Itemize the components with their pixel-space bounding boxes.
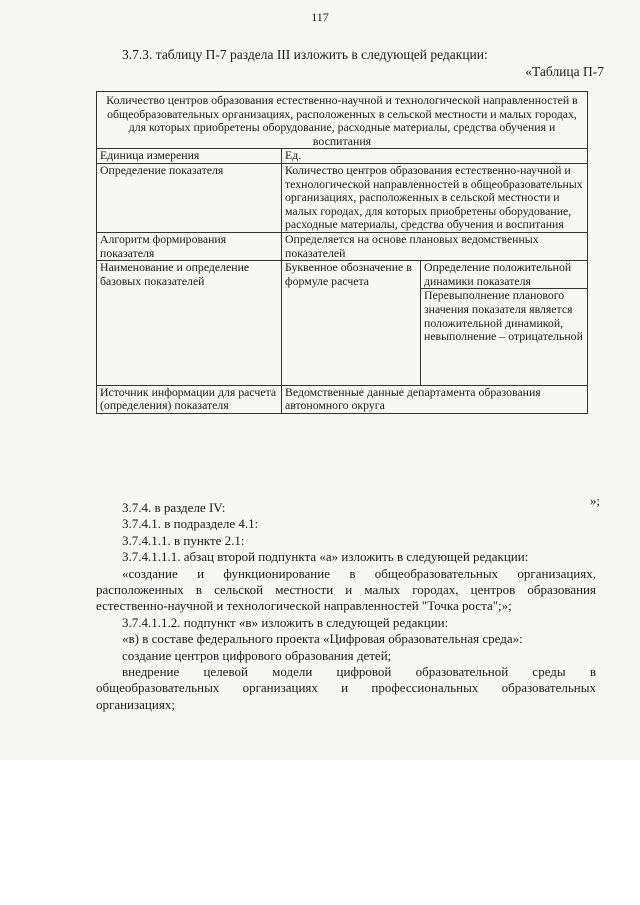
paragraph: «в) в составе федерального проекта «Цифровая образовательная среда»: — [122, 631, 523, 647]
paragraph: «создание и функционирование в общеобразовательных организациях, расположенных в сельской местности и малых городах, центров образования естественно-научной и технологической направленностей "Точка роста";»; — [96, 565, 596, 614]
unit-value: Ед. — [282, 149, 588, 164]
base-dynamics-detail: Перевыполнение планового значения показателя является положительной динамикой, невыполнение – отрицательной — [421, 289, 588, 386]
base-letter-designation: Буквенное обозначение в формуле расчета — [282, 261, 421, 289]
table-row — [97, 385, 588, 413]
table-row — [97, 163, 588, 232]
table-row — [97, 149, 588, 164]
source-label: Источник информации для расчета (определения) показателя — [97, 385, 282, 413]
document-body — [96, 500, 596, 713]
page-number: 117 — [311, 10, 329, 24]
table-end-mark: »; — [589, 493, 600, 508]
paragraph: создание центров цифрового образования детей; — [122, 647, 392, 663]
table-row — [97, 232, 588, 260]
base-dynamics-definition: Определение положительной динамики показателя — [421, 261, 588, 289]
indicator-table — [96, 91, 588, 414]
algorithm-label: Алгоритм формирования показателя — [97, 232, 282, 260]
table-row — [97, 261, 588, 289]
table-title-row — [97, 92, 588, 149]
paragraph: 3.7.4.1. в подразделе 4.1: — [122, 516, 259, 532]
table-caption: «Таблица П-7 — [525, 64, 604, 79]
paragraph: 3.7.4. в разделе IV: — [122, 500, 226, 515]
section-heading: 3.7.3. таблицу П-7 раздела III изложить в следующей редакции: — [122, 47, 488, 62]
source-value: Ведомственные данные департамента образования автономного округа — [282, 385, 588, 413]
base-letter-empty — [282, 289, 421, 386]
algorithm-value: Определяется на основе плановых ведомственных показателей — [282, 232, 588, 260]
paragraph: 3.7.4.1.1.1. абзац второй подпункта «а» изложить в следующей редакции: — [122, 549, 529, 565]
page-background — [0, 760, 640, 905]
paragraph: 3.7.4.1.1.2. подпункт «в» изложить в следующей редакции: — [122, 614, 449, 630]
base-indicators-label: Наименование и определение базовых показателей — [97, 261, 282, 386]
paragraph: внедрение целевой модели цифровой образовательной среды в общеобразовательных организациях и профессиональных образовательных организациях; — [96, 664, 596, 712]
paragraph: 3.7.4.1.1. в пункте 2.1: — [122, 532, 245, 548]
unit-label: Единица измерения — [97, 149, 282, 164]
definition-value: Количество центров образования естественно-научной и технологической направленностей в общеобразовательных организациях, расположенных в сельской местности и малых городах, для которых приобретены оборудование, расходные материалы, средства обучения и воспитания — [282, 163, 588, 232]
table-title: Количество центров образования естественно-научной и технологической направленностей в общеобразовательных организациях, расположенных в сельской местности и малых городах, для которых приобретены оборудование, расходные материалы, средства обучения и воспитания — [97, 92, 588, 149]
definition-label: Определение показателя — [97, 163, 282, 232]
